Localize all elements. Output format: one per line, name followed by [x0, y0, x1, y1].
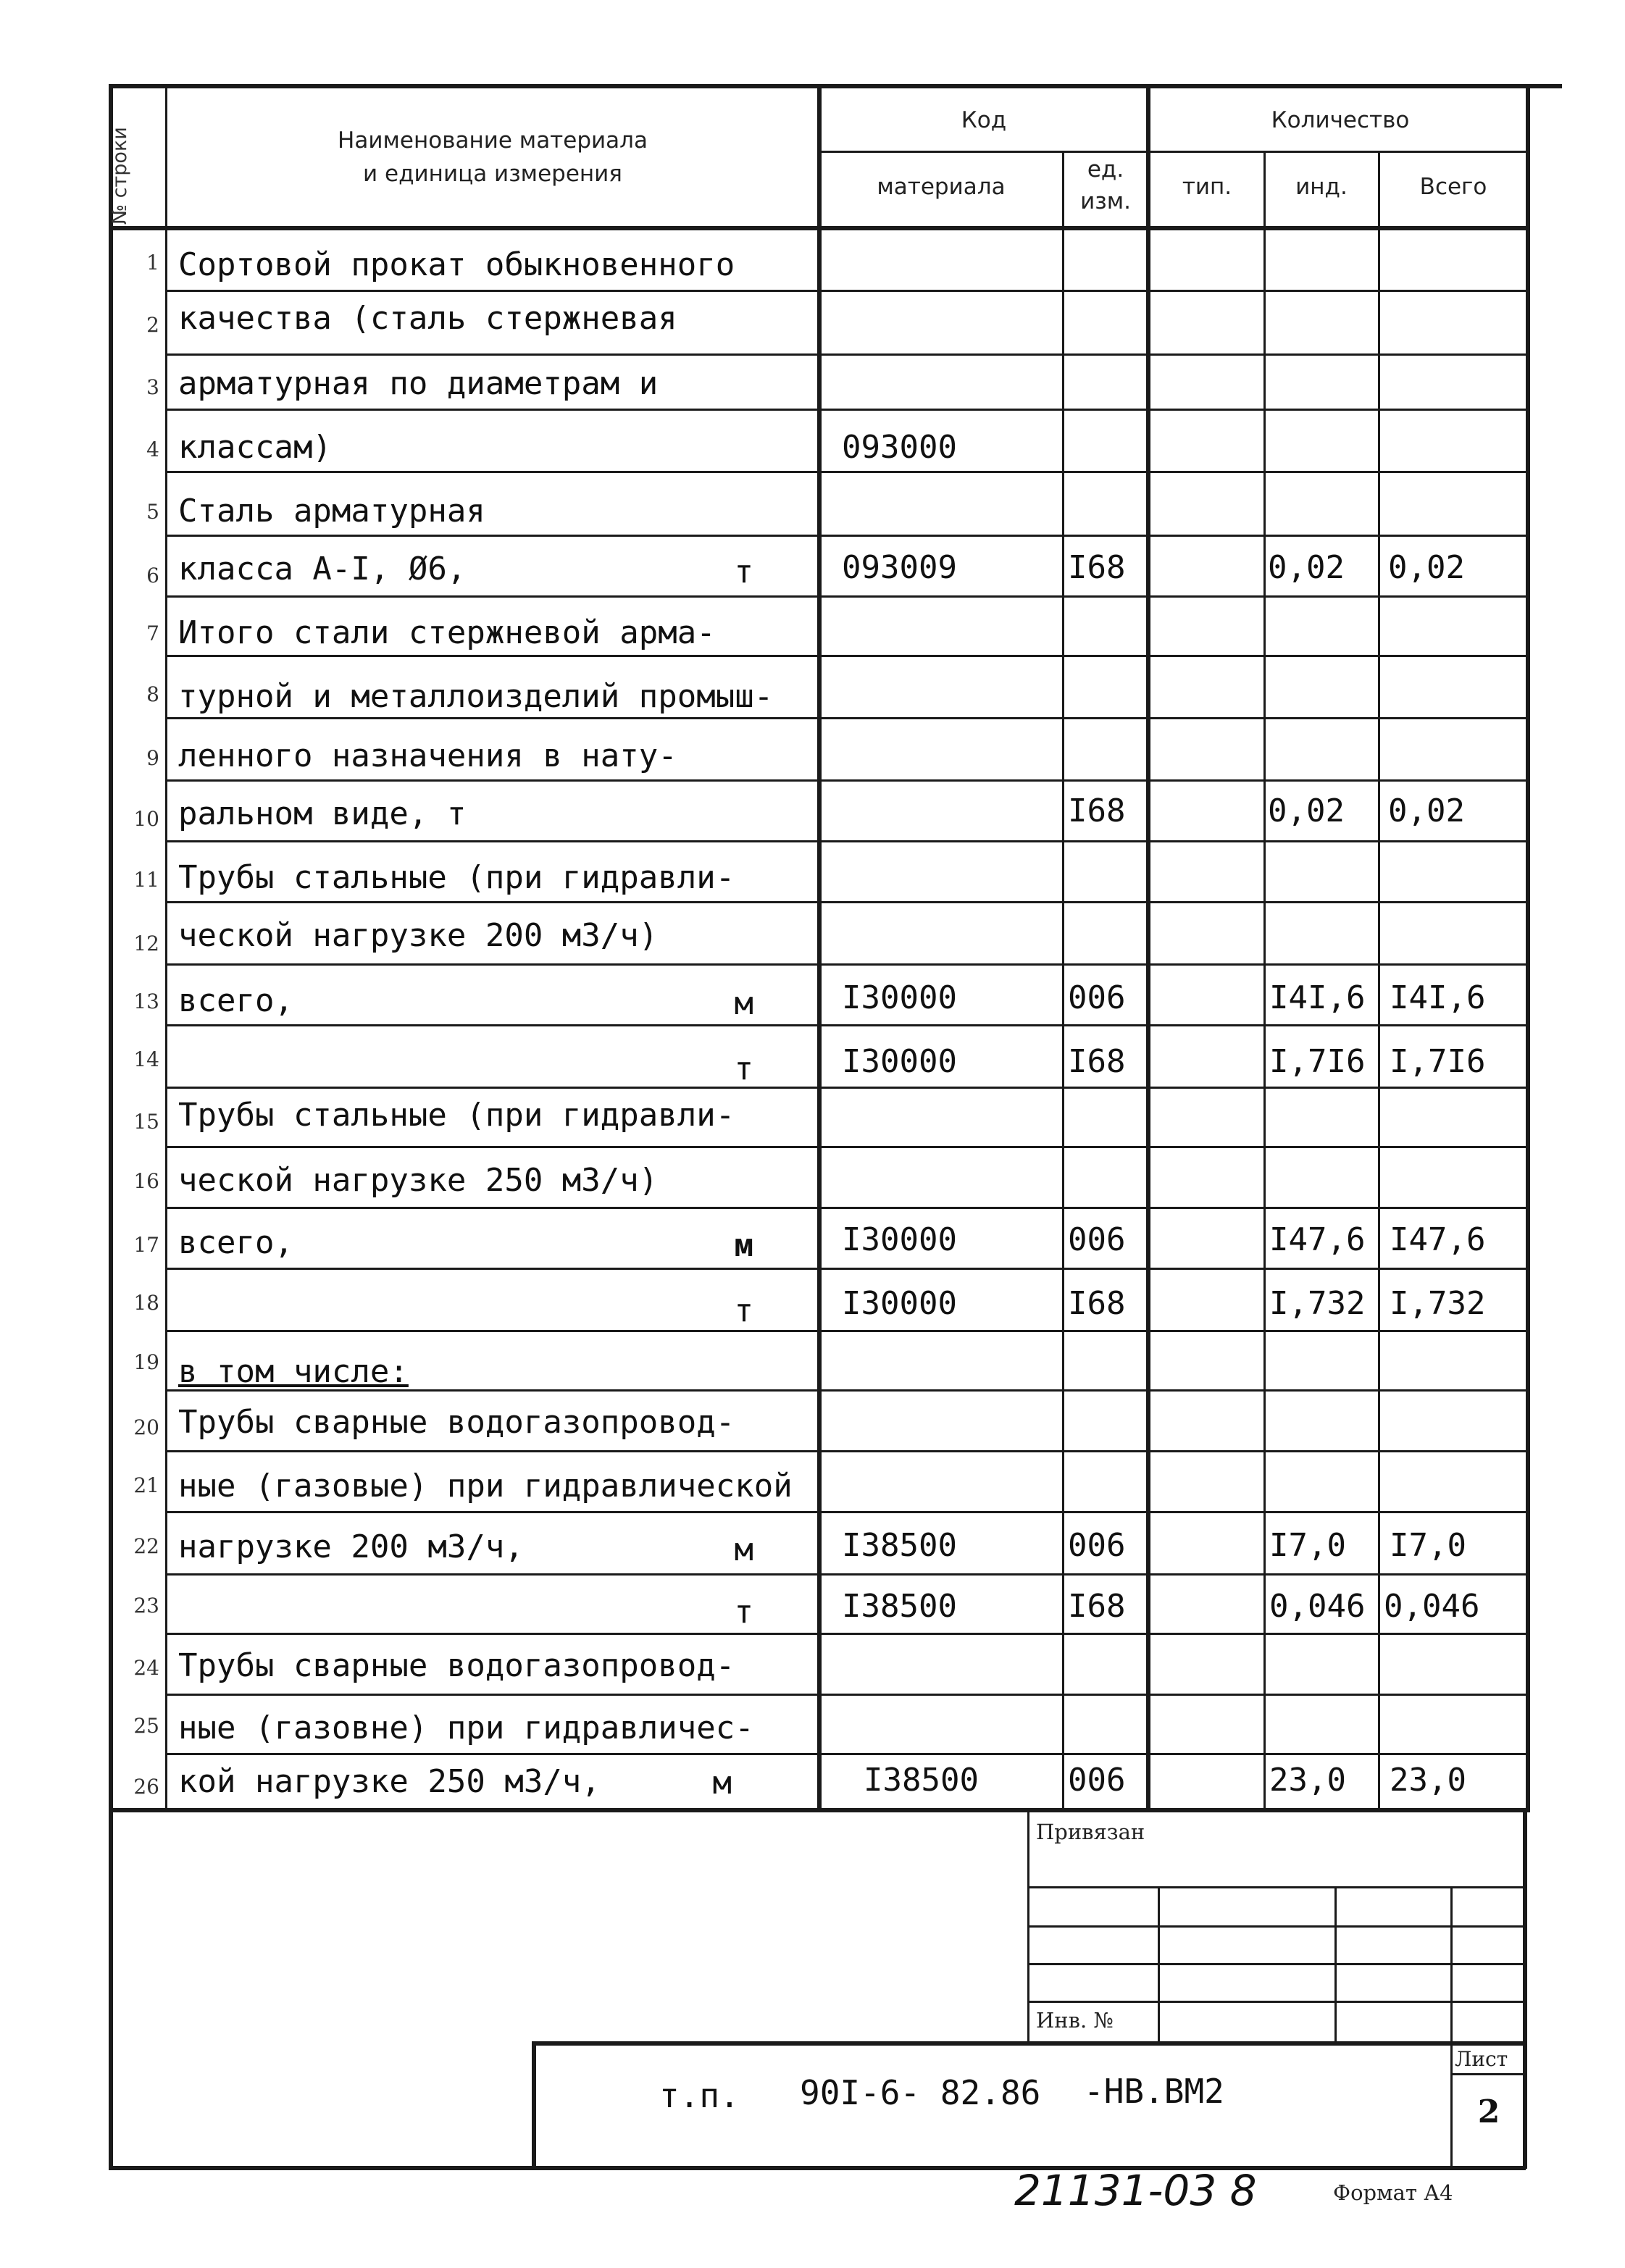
row-line	[167, 901, 1526, 903]
stamp-line	[1523, 1808, 1527, 2169]
table-bottom-border	[109, 1808, 1530, 1812]
right-border	[1526, 84, 1530, 1808]
col-header-qty-typ: тип.	[1182, 174, 1232, 200]
row-number: 9	[146, 746, 159, 770]
material-name: нагрузке 200 м3/ч,	[178, 1528, 524, 1565]
material-name: арматурная по диаметрам и	[178, 365, 659, 402]
col-divider-name	[817, 84, 822, 1808]
row-line	[167, 963, 1526, 966]
row-line	[167, 717, 1526, 719]
material-name: классам)	[178, 429, 332, 466]
stamp-line	[1027, 1963, 1524, 1965]
row-line	[167, 1753, 1526, 1755]
row-number: 18	[133, 1291, 159, 1315]
row-line	[167, 290, 1526, 292]
material-name: ческой нагрузке 250 м3/ч)	[178, 1162, 659, 1199]
row-number: 15	[133, 1110, 159, 1134]
row-line	[167, 1511, 1526, 1513]
unit-label: т	[734, 1594, 753, 1631]
row-number: 24	[133, 1656, 159, 1680]
row-line	[167, 595, 1526, 598]
unit-code: 006	[1068, 979, 1126, 1016]
stamp-line	[1027, 2001, 1524, 2003]
unit-label: м	[734, 985, 753, 1022]
row-line	[167, 840, 1526, 842]
row-line	[167, 1146, 1526, 1148]
unit-code: I68	[1068, 792, 1126, 829]
row-number: 10	[133, 807, 159, 831]
doc-prefix: т.п.	[659, 2076, 740, 2115]
table-top-border	[109, 84, 1562, 88]
material-code: I30000	[842, 1221, 957, 1258]
col-header-qty-total: Всего	[1419, 174, 1487, 200]
material-name: ческой нагрузке 200 м3/ч)	[178, 917, 659, 954]
qty-total: 0,02	[1388, 549, 1465, 586]
row-number: 5	[146, 500, 159, 524]
handwritten-archive-number: 21131-03 8	[1014, 2166, 1257, 2215]
unit-label: т	[734, 1292, 753, 1329]
material-code: 093000	[842, 429, 957, 466]
stamp-line	[1027, 1808, 1029, 2041]
row-number: 6	[146, 564, 159, 587]
stamp-line	[1027, 1925, 1524, 1928]
header-sub-divider	[819, 151, 1529, 153]
unit-label: м	[712, 1765, 732, 1802]
material-name: качества (сталь стержневая	[178, 300, 677, 337]
row-line	[167, 353, 1526, 356]
material-name: всего,	[178, 1224, 293, 1261]
col-header-quantity: Количество	[1271, 107, 1410, 133]
material-code: I30000	[842, 979, 957, 1016]
material-name: класса А-I, Ø6,	[178, 551, 467, 587]
unit-code: 006	[1068, 1762, 1126, 1799]
material-name: турной и металлоизделий промыш-	[178, 678, 774, 715]
doc-suffix: -НВ.ВМ2	[1084, 2072, 1224, 2111]
inv-no-label: Инв. №	[1036, 2008, 1114, 2033]
row-number: 14	[133, 1047, 159, 1071]
row-number: 19	[133, 1350, 159, 1374]
qty-ind: 23,0	[1269, 1762, 1346, 1799]
qty-ind: 0,02	[1268, 549, 1345, 586]
col-header-code-material: материала	[877, 174, 1006, 200]
doc-code: 90I-6- 82.86	[800, 2073, 1041, 2112]
stamp-bottom-border	[109, 2166, 1526, 2170]
material-code: I30000	[842, 1285, 957, 1322]
material-code: I30000	[842, 1043, 957, 1080]
row-line	[167, 471, 1526, 473]
sheet-number: 2	[1477, 2093, 1500, 2130]
row-line	[167, 535, 1526, 537]
qty-ind: 0,046	[1269, 1588, 1366, 1625]
privyazan-label: Привязан	[1036, 1820, 1145, 1844]
qty-ind: I7,0	[1269, 1527, 1346, 1564]
col-header-name-line1: Наименование материала	[338, 127, 648, 154]
row-line	[167, 1450, 1526, 1452]
row-number: 22	[133, 1534, 159, 1558]
material-code: 093009	[842, 549, 957, 586]
qty-total: I7,0	[1390, 1527, 1466, 1564]
material-code: I38500	[864, 1762, 979, 1799]
row-number: 25	[133, 1714, 159, 1738]
row-number: 7	[146, 622, 159, 645]
material-name: ные (газовые) при гидравлической	[178, 1468, 793, 1505]
row-line	[167, 655, 1526, 657]
col-header-code-unit-line2: изм.	[1080, 188, 1131, 214]
qty-ind: I4I,6	[1269, 979, 1366, 1016]
stamp-line	[532, 2041, 1526, 2046]
qty-total: 0,02	[1388, 792, 1465, 829]
unit-code: I68	[1068, 1043, 1126, 1080]
material-name: Итого стали стержневой арма-	[178, 614, 716, 651]
unit-code: I68	[1068, 1285, 1126, 1322]
col-header-code-unit-line1: ед.	[1087, 156, 1124, 183]
material-name: ральном виде, т	[178, 795, 467, 832]
unit-code: I68	[1068, 549, 1126, 586]
row-line	[167, 409, 1526, 411]
row-line	[167, 1694, 1526, 1696]
col-header-code: Код	[961, 107, 1007, 133]
sheet-label: Лист	[1455, 2047, 1508, 2071]
qty-total: I47,6	[1390, 1221, 1486, 1258]
col-divider-unit	[1146, 84, 1150, 1808]
material-name: Трубы стальные (при гидравли-	[178, 1097, 735, 1134]
qty-total: I,732	[1390, 1285, 1486, 1322]
row-number: 23	[133, 1594, 159, 1618]
col-header-qty-ind: инд.	[1295, 174, 1348, 200]
unit-code: 006	[1068, 1527, 1126, 1564]
row-line	[167, 779, 1526, 782]
row-number: 17	[133, 1233, 159, 1257]
format-label: Формат А4	[1333, 2180, 1453, 2205]
row-line	[167, 1087, 1526, 1089]
row-line	[167, 1268, 1526, 1270]
row-line	[167, 1633, 1526, 1635]
row-number: 3	[146, 375, 159, 399]
row-number: 26	[133, 1775, 159, 1799]
row-line	[167, 1573, 1526, 1576]
qty-ind: I,732	[1269, 1285, 1366, 1322]
col-divider-typ	[1263, 151, 1266, 1808]
unit-label: м	[734, 1531, 753, 1568]
row-line	[167, 1207, 1526, 1209]
qty-total: I,7I6	[1390, 1043, 1486, 1080]
row-number: 8	[146, 682, 159, 706]
row-number: 13	[133, 989, 159, 1013]
row-line	[167, 1024, 1526, 1026]
material-code: I38500	[842, 1527, 957, 1564]
stamp-line	[532, 2041, 536, 2169]
row-number: 1	[146, 251, 159, 275]
material-name: Трубы сварные водогазопровод-	[178, 1404, 735, 1441]
stamp-line	[1027, 1886, 1524, 1888]
unit-code: I68	[1068, 1588, 1126, 1625]
qty-total: I4I,6	[1390, 979, 1486, 1016]
row-line	[167, 1330, 1526, 1332]
material-code: I38500	[842, 1588, 957, 1625]
unit-label: т	[734, 553, 753, 590]
row-number: 12	[133, 932, 159, 955]
qty-ind: I47,6	[1269, 1221, 1366, 1258]
unit-label: м	[734, 1227, 753, 1264]
material-name: Сортовой прокат обыкновенного	[178, 246, 735, 283]
row-number: 16	[133, 1169, 159, 1193]
material-name: ленного назначения в нату-	[178, 737, 677, 774]
unit-label: т	[734, 1050, 753, 1087]
material-name: Сталь арматурная	[178, 493, 485, 530]
unit-code: 006	[1068, 1221, 1126, 1258]
qty-total: 23,0	[1390, 1762, 1466, 1799]
material-name: ные (газовне) при гидравличес-	[178, 1710, 754, 1746]
qty-ind: 0,02	[1268, 792, 1345, 829]
material-name: всего,	[178, 982, 293, 1019]
col-header-row-no: № строки	[109, 127, 131, 225]
qty-total: 0,046	[1384, 1588, 1480, 1625]
stamp-line	[1450, 2073, 1524, 2075]
row-number: 2	[146, 313, 159, 337]
material-name: Трубы стальные (при гидравли-	[178, 859, 735, 896]
row-number: 20	[133, 1415, 159, 1439]
stamp-line	[1450, 1886, 1453, 2169]
material-name: Трубы сварные водогазопровод-	[178, 1647, 735, 1684]
row-number: 11	[133, 868, 159, 892]
row-number: 4	[146, 438, 159, 461]
col-divider-code	[1062, 151, 1064, 1808]
col-divider-ind	[1378, 151, 1380, 1808]
material-name: кой нагрузке 250 м3/ч,	[178, 1763, 601, 1800]
col-divider-rownum	[165, 84, 167, 1808]
material-name: в том числе:	[178, 1353, 409, 1390]
col-header-name-line2: и единица измерения	[363, 161, 622, 187]
qty-ind: I,7I6	[1269, 1043, 1366, 1080]
row-number: 21	[133, 1473, 159, 1497]
